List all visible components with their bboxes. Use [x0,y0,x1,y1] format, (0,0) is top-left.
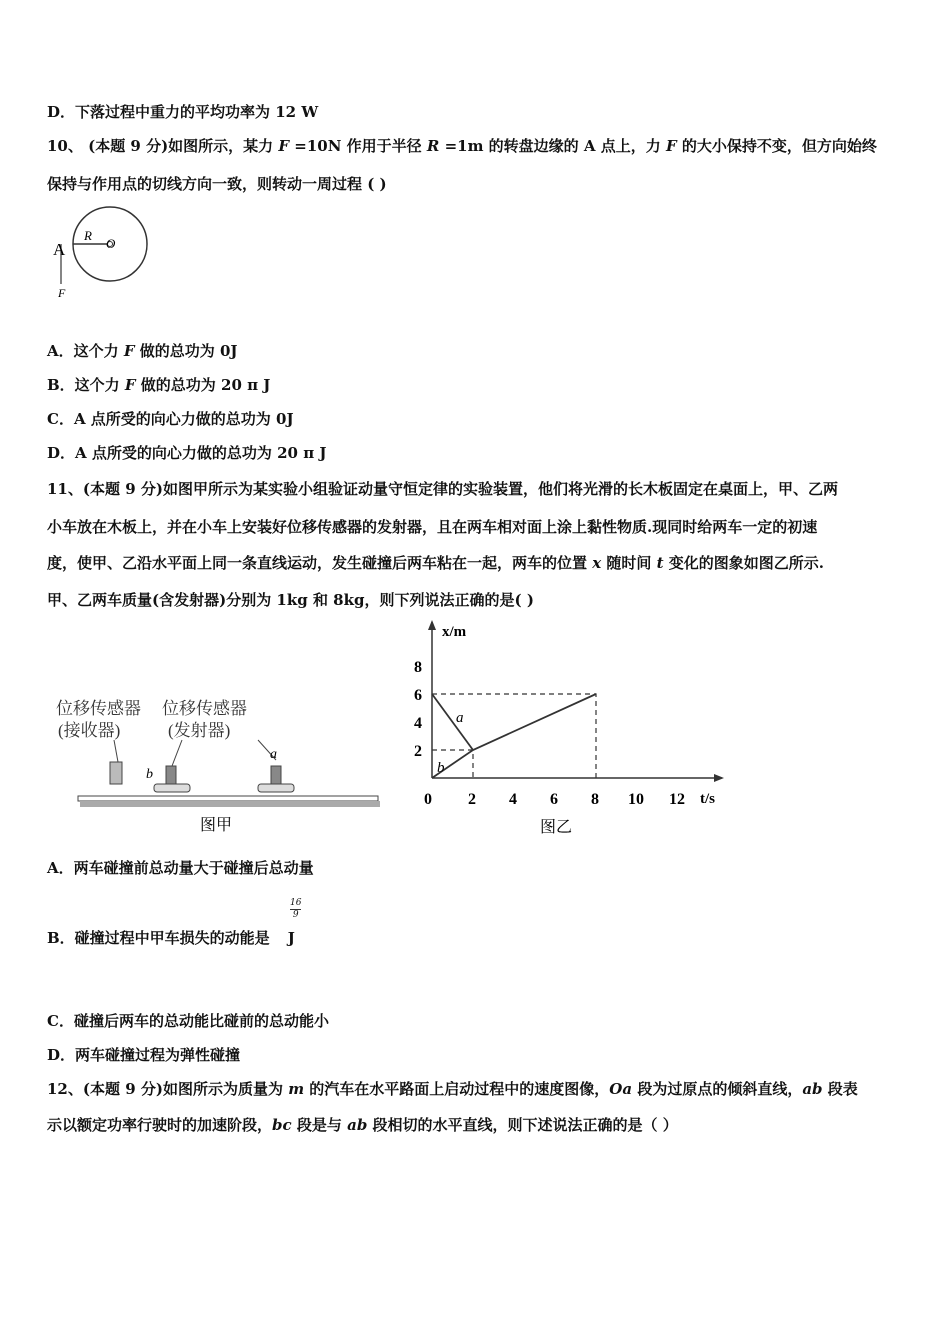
q9-option-d: D．下落过程中重力的平均功率为 12 W [47,103,319,121]
q10-stem-line1: 10、 (本题 9 分)如图所示，某力 F =10N 作用于半径 R =1m 的转盘边缘的 A 点上，力 F 的大小保持不变，但方向始终 [47,137,877,155]
emitter-label: 位移传感器 [162,699,247,718]
q11-option-d: D．两车碰撞过程为弹性碰撞 [47,1046,241,1064]
x-tick-label: 2 [468,791,476,808]
q12-stem-line2: 示以额定功率行驶时的加速阶段，bc 段是与 ab 段相切的水平直线，则下述说法正确的是（ ） [47,1116,678,1134]
line-b-label: b [437,760,445,776]
q10-option-b: B．这个力 F 做的总功为 20 π J [47,376,271,394]
x-tick-label: 12 [669,791,685,808]
q10-option-c: C．A 点所受的向心力做的总功为 0J [47,410,294,428]
receiver-sub-label: (接收器) [58,721,121,740]
y-tick-label: 8 [414,659,422,676]
figure-jia-caption: 图甲 [200,817,233,834]
y-tick-label: 4 [414,715,422,732]
guide-dashed-6-8 [432,694,596,778]
x-tick-label: 8 [591,791,599,808]
x-axis-label: t/s [700,791,715,807]
x-tick-label: 0 [424,791,432,808]
emitter-sub-label: (发射器) [168,721,231,740]
y-axis-arrow [428,620,436,630]
q10-option-a: A．这个力 F 做的总功为 0J [47,342,238,360]
x-axis-arrow [714,774,724,782]
q11-stem-line4: 甲、乙两车质量(含发射器)分别为 1kg 和 8kg，则下列说法正确的是( ) [47,591,534,609]
q11-stem-line2: 小车放在木板上，并在小车上安装好位移传感器的发射器，且在两车相对面上涂上黏性物质.现同时给两车一定的初速 [47,518,818,536]
q11-stem-line1: 11、(本题 9 分)如图甲所示为某实验小组验证动量守恒定律的实验装置，他们将光滑的长木板固定在桌面上，甲、乙两 [47,480,838,498]
label-o: O [106,236,116,251]
label-r: R [84,228,92,243]
y-tick-label: 2 [414,743,422,760]
line-b-combined [432,694,596,778]
q12-stem-line1: 12、(本题 9 分)如图所示为质量为 m 的汽车在水平路面上启动过程中的速度图像，Oa 段为过原点的倾斜直线，ab 段表 [47,1080,858,1098]
x-tick-label: 6 [550,791,558,808]
y-tick-label: 6 [414,687,422,704]
line-a [432,694,473,750]
receiver-label: 位移传感器 [56,699,141,718]
numerator: 16 [290,898,302,908]
fraction-16-9 [290,898,301,921]
q11-option-a: A．两车碰撞前总动量大于碰撞后总动量 [47,859,314,877]
car-a-label: a [270,747,277,762]
q11-option-c: C．碰撞后两车的总动能比碰前的总动能小 [47,1012,329,1030]
q11-stem-line3: 度，使甲、乙沿水平面上同一条直线运动，发生碰撞后两车粘在一起，两车的位置 x 随时间 t 变化的图象如图乙所示. [47,554,825,572]
q10-stem-line2: 保持与作用点的切线方向一致，则转动一周过程 ( ) [47,175,387,193]
label-f: F [58,286,66,300]
q10-option-d: D．A 点所受的向心力做的总功为 20 π J [47,444,327,462]
x-tick-label: 4 [509,791,517,808]
figure-yi-caption: 图乙 [540,819,573,836]
y-axis-label: x/m [442,624,467,640]
x-tick-label: 10 [628,791,644,808]
denominator: 9 [290,909,301,921]
line-a-label: a [456,710,464,726]
car-b-label: b [146,767,153,782]
label-a: A [53,240,66,259]
q11-option-b: B．碰撞过程中甲车损失的动能是 J [47,929,295,947]
